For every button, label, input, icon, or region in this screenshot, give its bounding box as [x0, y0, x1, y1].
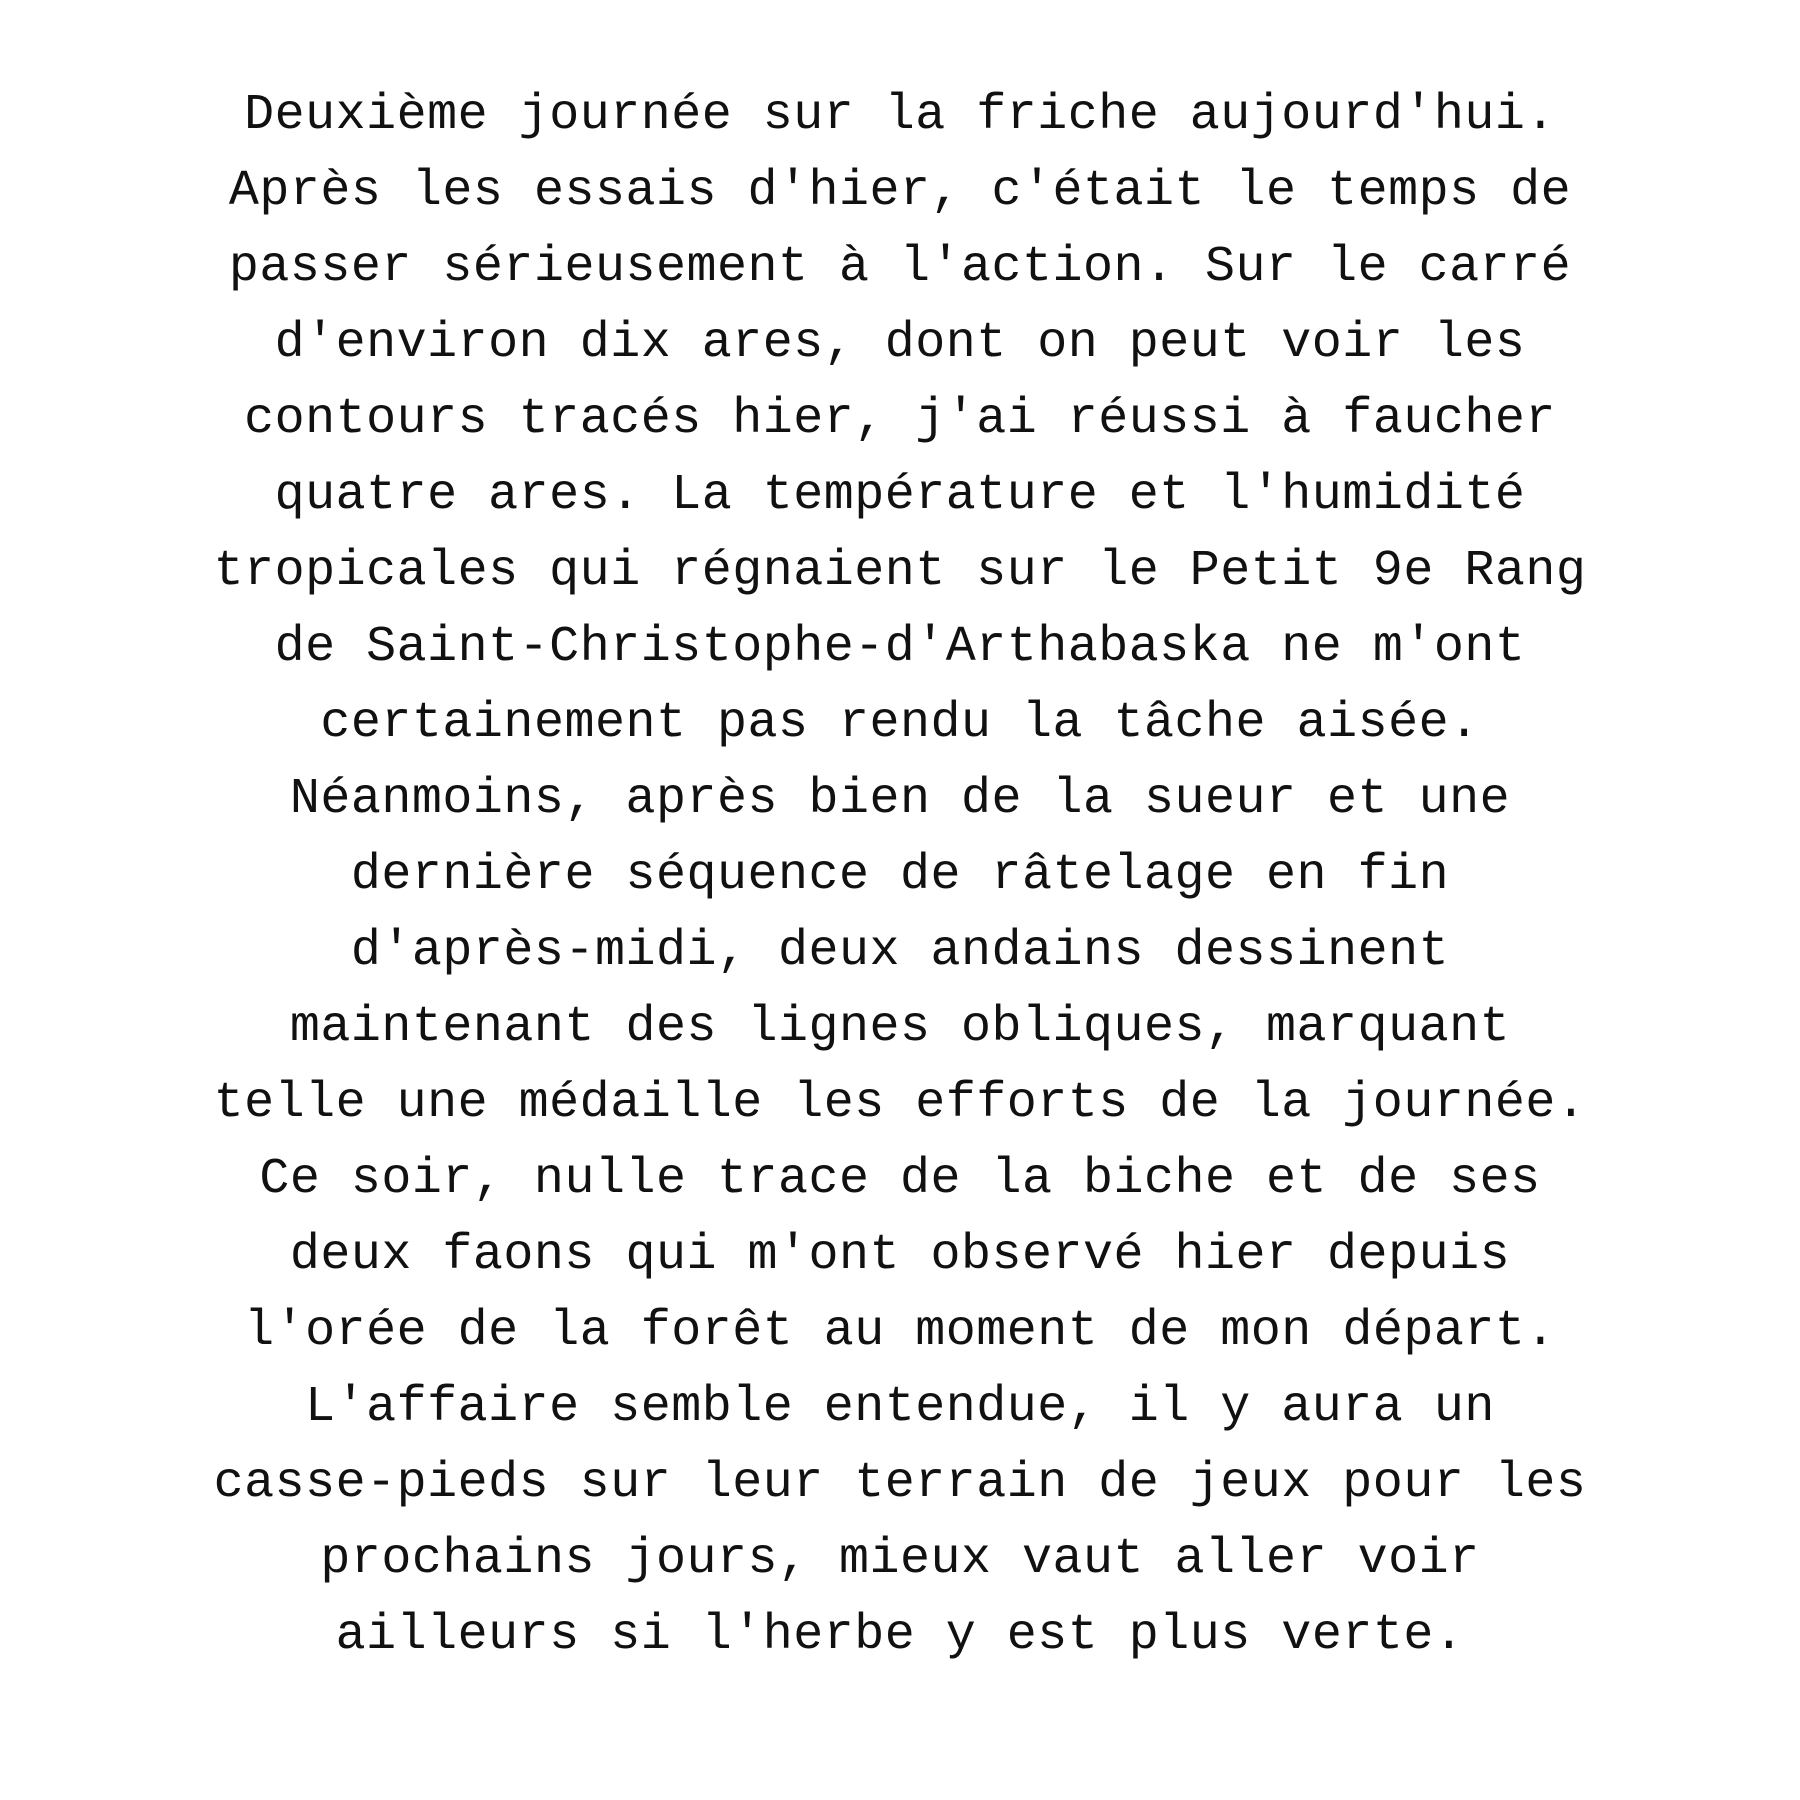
text-line: dernière séquence de râtelage en fin: [350, 847, 1450, 904]
text-line: Après les essais d'hier, c'était le temps de: [228, 163, 1572, 220]
text-line: d'environ dix ares, dont on peut voir les: [274, 315, 1526, 372]
text-line: passer sérieusement à l'action. Sur le carré: [228, 239, 1572, 296]
text-line: deux faons qui m'ont observé hier depuis: [289, 1227, 1511, 1284]
text-line: Deuxième journée sur la friche aujourd'hui.: [244, 87, 1556, 144]
text-line: certainement pas rendu la tâche aisée.: [320, 695, 1480, 752]
text-line: Néanmoins, après bien de la sueur et une: [289, 771, 1511, 828]
text-line: telle une médaille les efforts de la journée.: [213, 1075, 1587, 1132]
text-line: tropicales qui régnaient sur le Petit 9e Rang: [213, 543, 1587, 600]
text-line: prochains jours, mieux vaut aller voir: [320, 1531, 1480, 1588]
text-line: quatre ares. La température et l'humidité: [274, 467, 1526, 524]
text-line: ailleurs si l'herbe y est plus verte.: [335, 1607, 1465, 1664]
text-line: l'orée de la forêt au moment de mon départ.: [244, 1303, 1556, 1360]
text-line: d'après-midi, deux andains dessinent: [350, 923, 1450, 980]
text-line: Ce soir, nulle trace de la biche et de ses: [259, 1151, 1541, 1208]
text-line: de Saint-Christophe-d'Arthabaska ne m'ont: [274, 619, 1526, 676]
text-line: L'affaire semble entendue, il y aura un: [305, 1379, 1495, 1436]
text-line: casse-pieds sur leur terrain de jeux pour les: [213, 1455, 1587, 1512]
text-line: contours tracés hier, j'ai réussi à faucher: [244, 391, 1556, 448]
journal-entry-text: [60, 78, 1740, 1674]
text-line: maintenant des lignes obliques, marquant: [289, 999, 1511, 1056]
